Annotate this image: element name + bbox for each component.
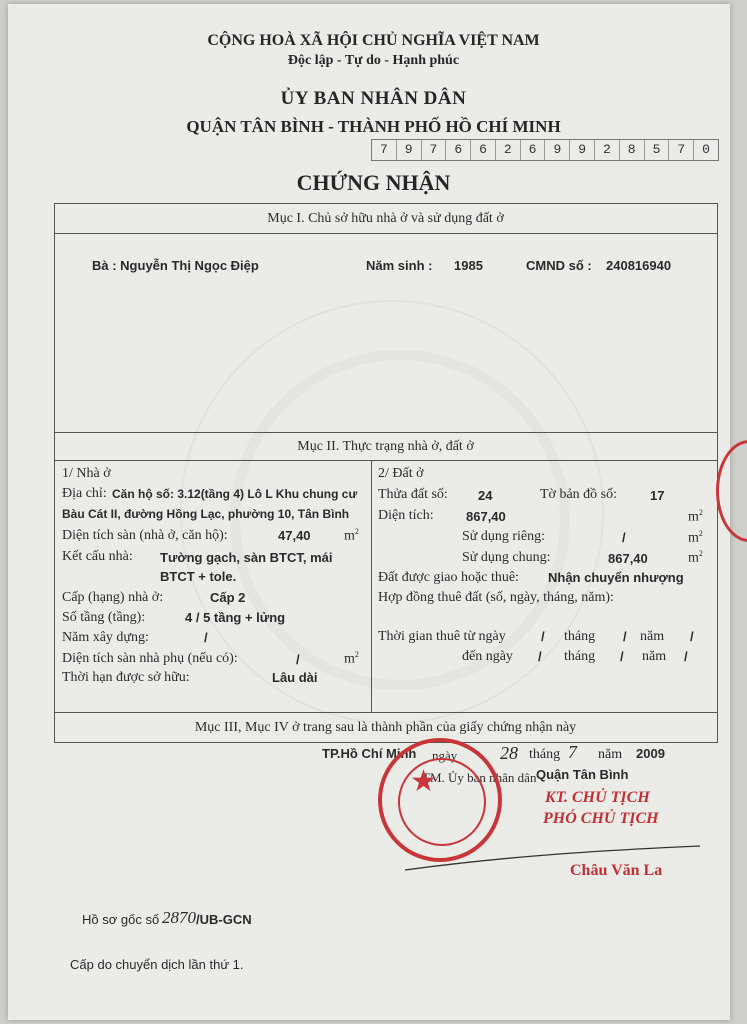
divider <box>54 460 717 461</box>
year-label: Năm xây dựng: <box>62 630 149 645</box>
position-2: PHÓ CHỦ TỊCH <box>543 810 659 827</box>
unit-sup: 2 <box>354 527 359 536</box>
owner-name: Bà : Nguyễn Thị Ngọc Điệp <box>92 258 259 273</box>
serial-digit: 9 <box>545 140 570 160</box>
lease-from-year: / <box>690 629 694 644</box>
floor-area-value: 47,40 <box>278 528 311 543</box>
serial-digit: 9 <box>570 140 595 160</box>
unit: m <box>688 509 699 525</box>
id-number: 240816940 <box>606 258 672 273</box>
file-number: 2870 <box>162 908 196 927</box>
motto: Độc lập - Tự do - Hạnh phúc <box>287 53 460 68</box>
unit: m <box>688 550 699 566</box>
lease-from-day: / <box>541 629 545 644</box>
address-line2: Bàu Cát II, đường Hồng Lạc, phường 10, Tân Bình <box>62 507 350 521</box>
divider <box>54 432 717 433</box>
shared-label: Sử dụng chung: <box>462 550 551 565</box>
private-unit <box>688 529 703 547</box>
lease-from-month-label: tháng <box>564 629 596 644</box>
aux-area-value: / <box>296 652 300 667</box>
land-title: 2/ Đất ở <box>378 466 424 481</box>
issue-note: Cấp do chuyển dịch lần thứ 1. <box>70 957 244 972</box>
private-value: / <box>622 530 626 545</box>
certificate-title: CHỨNG NHẬN <box>296 170 451 195</box>
lease-from-year-label: năm <box>640 629 665 644</box>
lease-to-year-label: năm <box>642 649 667 664</box>
serial-digit: 6 <box>446 140 471 160</box>
lease-label: Hợp đồng thuê đất (số, ngày, tháng, năm): <box>378 590 614 605</box>
lease-to-label: đến ngày <box>462 649 513 664</box>
sign-year-label: năm <box>598 747 623 762</box>
aux-area-unit <box>344 650 359 668</box>
serial-digit: 0 <box>702 142 710 157</box>
sign-month-label: tháng <box>529 747 561 762</box>
aux-area-label: Diện tích sàn nhà phụ (nếu có): <box>62 651 238 666</box>
structure-label: Kết cấu nhà: <box>62 549 133 564</box>
serial-digit: 2 <box>496 140 521 160</box>
serial-digit: 9 <box>397 140 422 160</box>
column-divider <box>371 460 372 712</box>
sign-month: 7 <box>568 742 577 762</box>
grade-label: Cấp (hạng) nhà ở: <box>62 590 164 605</box>
serial-number-box <box>371 139 719 161</box>
private-label: Sử dụng riêng: <box>462 529 546 544</box>
unit-sup: 2 <box>354 650 359 659</box>
serial-digit: 8 <box>620 140 645 160</box>
birth-year: 1985 <box>454 258 483 273</box>
birth-label: Năm sinh : <box>366 258 433 273</box>
shared-value: 867,40 <box>608 551 648 566</box>
file-label: Hồ sơ gốc số <box>82 912 160 927</box>
address-line1: Căn hộ số: 3.12(tầng 4) Lô L Khu chung cư <box>112 487 358 501</box>
parcel-value: 24 <box>478 488 493 503</box>
sign-place: TP.Hồ Chí Minh <box>322 746 417 761</box>
shared-unit <box>688 549 703 567</box>
map-label: Tờ bản đồ số: <box>540 487 618 502</box>
signer-name: Châu Văn La <box>570 862 663 879</box>
unit-sup: 2 <box>698 549 703 558</box>
term-value: Lâu dài <box>272 670 318 685</box>
structure-line2: BTCT + tole. <box>160 569 237 584</box>
lease-to-day: / <box>538 649 542 664</box>
lease-from-label: Thời gian thuê từ ngày <box>378 629 506 644</box>
position-1: KT. CHỦ TỊCH <box>545 789 650 806</box>
address-label: Địa chỉ: <box>62 486 107 501</box>
floors-value: 4 / 5 tầng + lửng <box>185 610 286 625</box>
lease-to-month: / <box>620 649 624 664</box>
land-area-value: 867,40 <box>466 509 506 524</box>
seal-emblem-icon: ★ <box>410 765 437 798</box>
committee-heading: ỦY BAN NHÂN DÂN <box>280 88 467 109</box>
allocation-value: Nhận chuyển nhượng <box>548 570 684 585</box>
parcel-label: Thửa đất số: <box>378 487 448 502</box>
divider <box>54 233 717 234</box>
year-value: / <box>204 630 208 645</box>
unit: m <box>344 528 355 544</box>
sign-day-label: ngày <box>432 748 458 763</box>
map-value: 17 <box>650 488 665 503</box>
serial-digit: 6 <box>471 140 496 160</box>
house-title: 1/ Nhà ở <box>62 466 111 481</box>
unit: m <box>344 651 355 667</box>
divider <box>54 712 717 713</box>
sections-note: Mục III, Mục IV ở trang sau là thành phần của giấy chứng nhận này <box>194 720 577 735</box>
grade-value: Cấp 2 <box>210 590 246 605</box>
floor-area-unit <box>344 527 359 545</box>
serial-digit: 7 <box>422 140 447 160</box>
land-area-label: Diện tích: <box>378 508 434 523</box>
lease-to-year: / <box>684 649 688 664</box>
structure-line1: Tường gạch, sàn BTCT, mái <box>160 550 333 565</box>
unit: m <box>688 530 699 546</box>
serial-digit: 6 <box>521 140 546 160</box>
floor-area-label: Diện tích sàn (nhà ở, căn hộ): <box>62 528 228 543</box>
sign-year: 2009 <box>636 746 665 761</box>
on-behalf: TM. Ủy ban nhân dân <box>422 770 537 785</box>
section1-heading: Mục I. Chủ sở hữu nhà ở và sử dụng đất ở <box>267 211 504 226</box>
sign-district: Quận Tân Bình <box>536 767 629 782</box>
sign-day: 28 <box>500 743 518 763</box>
unit-sup: 2 <box>698 529 703 538</box>
floors-label: Số tầng (tầng): <box>62 610 146 625</box>
file-suffix: /UB-GCN <box>196 912 252 927</box>
serial-digit: 2 <box>595 140 620 160</box>
land-area-unit <box>688 508 703 526</box>
district-heading: QUẬN TÂN BÌNH - THÀNH PHỐ HỒ CHÍ MINH <box>186 117 561 136</box>
lease-to-month-label: tháng <box>564 649 596 664</box>
serial-digit: 5 <box>645 140 670 160</box>
id-label: CMND số : <box>526 258 592 273</box>
unit-sup: 2 <box>698 508 703 517</box>
serial-digit: 7 <box>372 140 397 160</box>
serial-digit: 7 <box>669 140 694 160</box>
term-label: Thời hạn được sở hữu: <box>62 670 190 685</box>
official-seal <box>378 738 502 862</box>
allocation-label: Đất được giao hoặc thuê: <box>378 570 519 585</box>
lease-from-month: / <box>623 629 627 644</box>
country-heading: CỘNG HOÀ XÃ HỘI CHỦ NGHĨA VIỆT NAM <box>207 32 540 49</box>
section2-heading: Mục II. Thực trạng nhà ở, đất ở <box>297 439 474 454</box>
